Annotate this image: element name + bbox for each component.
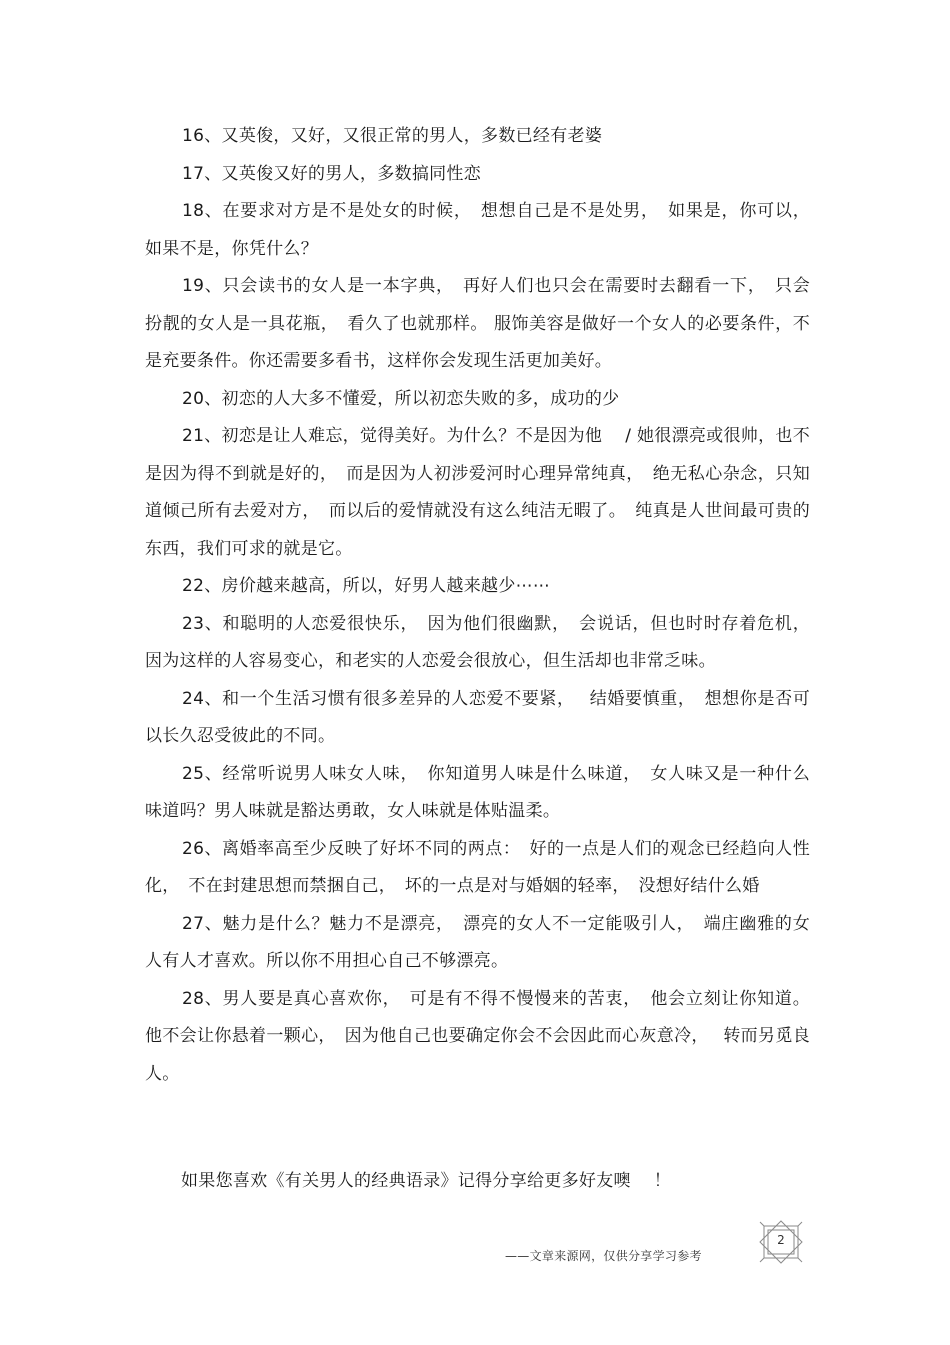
paragraph-27: 27、魅力是什么？魅力不是漂亮， 漂亮的女人不一定能吸引人， 端庄幽雅的女人有人才喜欢。所以你不用担心自己不够漂亮。 [145,913,810,971]
paragraph-17: 17、又英俊又好的男人，多数搞同性恋 [182,163,482,184]
page-number: 2 [777,1233,785,1247]
document-body [145,118,810,1093]
paragraph-18: 18、在要求对方是不是处女的时候， 想想自己是不是处男， 如果是，你可以，如果不是，你凭什么？ [145,201,810,259]
page-number-badge [756,1220,806,1264]
paragraph-23: 23、和聪明的人恋爱很快乐， 因为他们很幽默， 会说话，但也时时存着危机，因为这样的人容易变心，和老实的人恋爱会很放心，但生活却也非常乏味。 [145,613,810,671]
paragraph-28: 28、男人要是真心喜欢你， 可是有不得不慢慢来的苦衷， 他会立刻让你知道。他不会让你悬着一颗心， 因为他自己也要确定你会不会因此而心灰意冷， 转而另觅良人。 [145,988,810,1084]
paragraph-25: 25、经常听说男人味女人味， 你知道男人味是什么味道， 女人味又是一种什么味道吗？男人味就是豁达勇敢，女人味就是体贴温柔。 [145,763,810,821]
paragraph-24: 24、和一个生活习惯有很多差异的人恋爱不要紧， 结婚要慎重， 想想你是否可以长久忍受彼此的不同。 [145,688,810,746]
paragraph-22: 22、房价越来越高，所以，好男人越来越少⋯⋯ [182,576,551,596]
paragraph-26: 26、离婚率高至少反映了好坏不同的两点： 好的一点是人们的观念已经趋向人性化， 不在封建思想而禁捆自己， 坏的一点是对与婚姻的轻率， 没想好结什么婚 [145,838,810,896]
paragraph-16: 16、又英俊，又好，又很正常的男人，多数已经有老婆 [182,126,603,146]
paragraph-21: 21、初恋是让人难忘，觉得美好。为什么？不是因为他 / 她很漂亮或很帅，也不是因为得不到就是好的， 而是因为人初涉爱河时心理异常纯真， 绝无私心杂念，只知道倾己所有去爱对方， 而以后的爱情就没有这么纯洁无暇了。 纯真是人世间最可贵的东西，我们可求的就是它。 [145,426,810,559]
footer-source-note: ——文章来源网，仅供分享学习参考 [505,1249,702,1263]
paragraph-19: 19、只会读书的女人是一本字典， 再好人们也只会在需要时去翻看一下， 只会扮靓的女人是一具花瓶， 看久了也就那样。 服饰美容是做好一个女人的必要条件，不是充要条件。你还需要多看书，这样你会发现生活更加美好。 [145,276,810,371]
paragraph-20: 20、初恋的人大多不懂爱，所以初恋失败的多，成功的少 [182,388,620,409]
closing-line: 如果您喜欢《有关男人的经典语录》记得分享给更多好友噢 ！ [181,1171,672,1191]
